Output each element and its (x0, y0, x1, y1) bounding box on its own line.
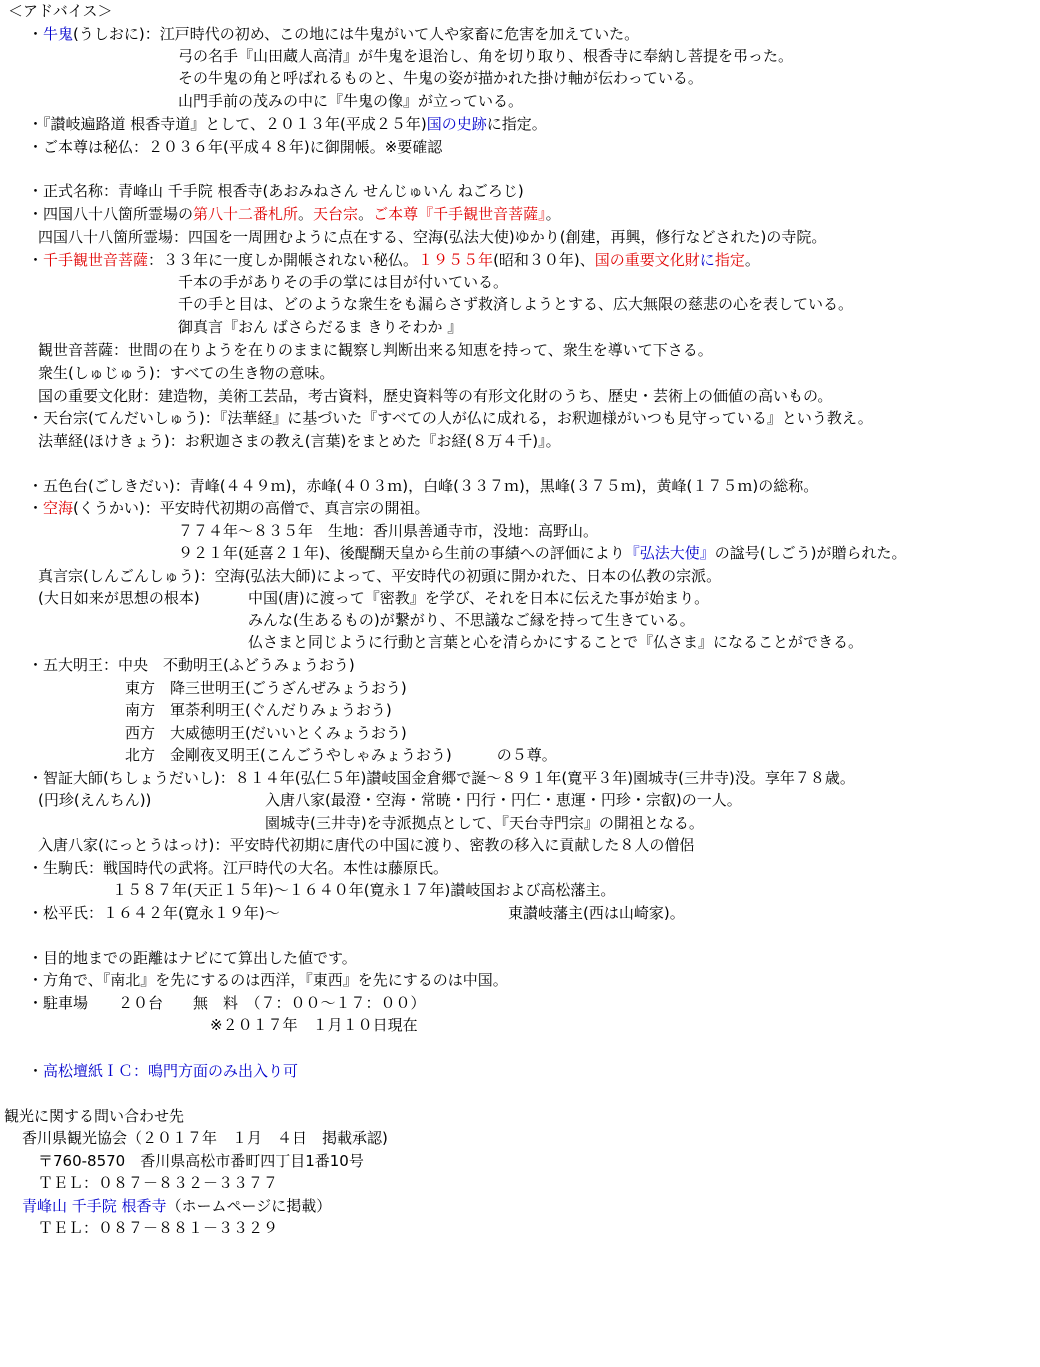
senju-line-4: 御真言『おん ばさらだるま きりそわか 』 (178, 318, 463, 336)
navi-line: ・目的地までの距離はナビにて算出した値です。 (28, 949, 357, 967)
senju-line-2: 千本の手がありその手の掌には目が付いている。 (178, 273, 509, 291)
kukai-line-3 (178, 542, 906, 564)
shingon-line-4: 仏さまと同じように行動と言葉と心を清らかにすることで『仏さま』になることができる。 (248, 633, 864, 651)
kukai-text-3b: の諡号(しごう)が贈られた。 (714, 544, 907, 562)
ikoma-line-2: １５８７年(天正１５年)～１６４０年(寛永１７年)讃岐国および高松藩主。 (112, 881, 616, 899)
hogaku-line: ・方角で、『南北』を先にするのは西洋，『東西』を先にするのは中国。 (28, 971, 508, 989)
tendai-link[interactable]: 天台宗 (313, 205, 359, 223)
ic-line (28, 1060, 298, 1082)
temple-link[interactable]: 青峰山 千手院 根香寺 (22, 1197, 167, 1215)
shikoku-text: ・四国八十八箇所霊場の (28, 205, 194, 223)
godai-line-2: 東方 降三世明王(ごうざんぜみょうおう) (125, 679, 407, 697)
temple-note: （ホームページに掲載） (166, 1197, 332, 1215)
kukai-link[interactable]: 空海 (43, 499, 74, 517)
shikoku-desc-line: 四国八十八箇所霊場：四国を一周囲むように点在する、空海(弘法大使)ゆかり(創建，再興，修行などされた)の寺院。 (38, 228, 827, 246)
parking-note-line: ※２０１７年 １月１０日現在 (210, 1016, 418, 1034)
matsudaira-line-b: 東讃岐藩主(西は山崎家)。 (508, 904, 685, 922)
year-highlight: １９５５年 (418, 251, 494, 269)
shingon-line-3: みんな(生あるもの)が繋がり、不思議なご縁を持って生きている。 (248, 611, 695, 629)
bullet: ・ (28, 25, 44, 43)
shujo-line: 衆生(しゅじゅう)：すべての生き物の意味。 (38, 364, 335, 382)
contact-heading: 観光に関する問い合わせ先 (4, 1107, 185, 1125)
shingon-line-1: 真言宗(しんごんしゅう)：空海(弘法大師)によって、平安時代の初頭に開かれた、日本の仏教の宗派。 (38, 567, 722, 585)
kukai-line-2: ７７４年～８３５年 生地：香川県善通寺市，没地：高野山。 (178, 522, 599, 540)
hokekyo-line: 法華経(ほけきょう)：お釈迦さまの教え(言葉)をまとめた『お経(８万４千)』。 (38, 432, 561, 450)
senju-text: ：３３年に一度しか開帳されない秘仏。 (148, 251, 419, 269)
senju-text-2: (昭和３０年)、 (493, 251, 595, 269)
goshiki-line: ・五色台(ごしきだい)：青峰(４４９ｍ)，赤峰(４０３ｍ)，白峰(３３７ｍ)，黒峰(３７５ｍ)，黄峰(１７５ｍ)の総称。 (28, 477, 819, 495)
bullet: ・ (28, 1062, 44, 1080)
senju-line-3: 千の手と目は、どのような衆生をも漏らさず救済しようとする、広大無限の慈悲の心を表している。 (178, 295, 854, 313)
bullet: ・ (28, 251, 44, 269)
kobo-taishi-link[interactable]: 『弘法大使』 (624, 544, 715, 562)
chisho-line-1: ・智証大師(ちしょうだいし)：８１４年(弘仁５年)讃岐国金倉郷で誕～８９１年(寛平３年)園城寺(三井寺)没。享年７８歳。 (28, 769, 855, 787)
senju-line-1 (28, 249, 760, 271)
godai-line-1: ・五大明王：中央 不動明王(ふどうみょうおう) (28, 656, 355, 674)
ushioni-link[interactable]: 牛鬼 (43, 25, 74, 43)
matsudaira-line: ・松平氏：１６４２年(寛永１９年)～ (28, 904, 280, 922)
contact-address: 〒760-8570 香川県高松市番町四丁目1番10号 (38, 1152, 364, 1170)
henro-suffix: に指定。 (486, 115, 547, 133)
punct: 。 (358, 205, 374, 223)
historic-site-link[interactable]: 国の史跡 (426, 115, 487, 133)
fudasho-link[interactable]: 第八十二番札所 (193, 205, 299, 223)
tendai-line: ・天台宗(てんだいしゅう)：『法華経』に基づいた『すべての人が仏に成れる，お釈迦様がいつも見守っている』という教え。 (28, 409, 873, 427)
hibutsu-line: ・ご本尊は秘仏：２０３６年(平成４８年)に御開帳。※要確認 (28, 138, 443, 156)
shikoku-line (28, 203, 561, 225)
ic-link[interactable]: 高松壇紙ＩＣ：鳴門方面のみ出入り可 (43, 1062, 299, 1080)
kukai-line-1 (28, 497, 429, 519)
kukai-text: (くうかい)：平安時代初期の高僧で、真言宗の開祖。 (73, 499, 430, 517)
contact-assoc: 香川県観光協会（２０１７年 １月 ４日 掲載承認) (22, 1129, 388, 1147)
shitei-text: 指定 (714, 251, 745, 269)
honzon-link[interactable]: ご本尊『千手観世音菩薩』 (373, 205, 546, 223)
nitto-line: 入唐八家(にっとうはっけ)：平安時代初期に唐代の中国に渡り、密教の移入に貢献した８人の僧侶 (38, 836, 695, 854)
punct: 。 (744, 251, 760, 269)
godai-line-4: 西方 大威徳明王(だいいとくみょうおう) (125, 724, 407, 742)
ushioni-line-2: 弓の名手『山田蔵人高清』が牛鬼を退治し、角を切り取り、根香寺に奉納し菩提を弔った。 (178, 47, 794, 65)
chisho-line-3: 園城寺(三井寺)を寺派拠点として、『天台寺門宗』の開祖となる。 (265, 814, 704, 832)
enchin-line: (円珍(えんちん)) (38, 791, 152, 809)
ushioni-line-4: 山門手前の茂みの中に『牛鬼の像』が立っている。 (178, 92, 524, 110)
official-name-line: ・正式名称：青峰山 千手院 根香寺(あおみねさん せんじゅいん ねごろじ) (28, 182, 524, 200)
parking-line: ・駐車場 ２０台 無 料 （７：００～１７：００） (28, 994, 426, 1012)
ushioni-line-1 (28, 23, 639, 45)
contact-tel-1: ＴＥＬ：０８７－８３２－３３７７ (38, 1174, 279, 1192)
punct: 。 (298, 205, 314, 223)
ushioni-line-3: その牛鬼の角と呼ばれるものと、牛鬼の姿が描かれた掛け軸が伝わっている。 (178, 69, 703, 87)
punct: 。 (545, 205, 561, 223)
kukai-text-3: ９２１年(延喜２１年)、後醍醐天皇から生前の事績への評価により (178, 544, 625, 562)
godai-line-3: 南方 軍荼利明王(ぐんだりみょうおう) (125, 701, 392, 719)
bunkazai-link[interactable]: 国の重要文化財 (594, 251, 700, 269)
chisho-line-2: 入唐八家(最澄・空海・常暁・円行・円仁・恵運・円珍・宗叡)の一人。 (265, 791, 742, 809)
godai-line-5: 北方 金剛夜叉明王(こんごうやしゃみょうおう) の５尊。 (125, 746, 557, 764)
ikoma-line-1: ・生駒氏：戦国時代の武将。江戸時代の大名。本性は藤原氏。 (28, 859, 449, 877)
henro-line (28, 113, 547, 135)
senju-link[interactable]: 千手観世音菩薩 (43, 251, 149, 269)
contact-tel-2: ＴＥＬ：０８７－８８１－３３２９ (38, 1219, 279, 1237)
bullet: ・ (28, 499, 44, 517)
henro-text: ・『讃岐遍路道 根香寺道』として、２０１３年(平成２５年) (28, 115, 427, 133)
juyo-line: 国の重要文化財：建造物，美術工芸品，考古資料，歴史資料等の有形文化財のうち、歴史・芸術上の価値の高いもの。 (38, 387, 833, 405)
kanzeon-line: 観世音菩薩：世間の在りようを在りのままに観察し判断出来る知恵を持って、衆生を導いて下さる。 (38, 341, 713, 359)
temple-line (22, 1195, 331, 1217)
ni-text: に (699, 251, 715, 269)
shingon-line-2: 中国(唐)に渡って『密教』を学び、それを日本に伝えた事が始まり。 (248, 589, 710, 607)
advice-heading: ＜アドバイス＞ (8, 2, 113, 20)
ushioni-text: (うしおに)：江戸時代の初め、この地には牛鬼がいて人や家畜に危害を加えていた。 (73, 25, 640, 43)
dainichi-line: (大日如来が思想の根本) (38, 589, 200, 607)
